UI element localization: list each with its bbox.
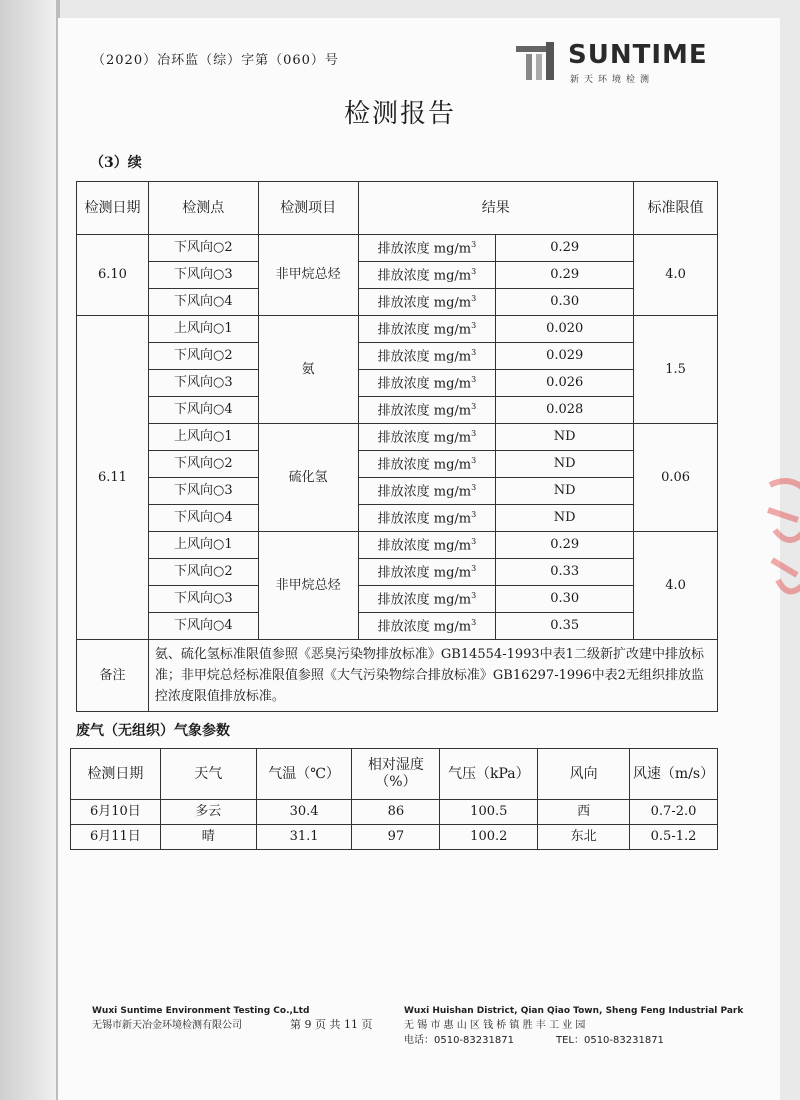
result-value: 0.35 xyxy=(496,613,634,640)
weather-cell: 6月10日 xyxy=(71,800,161,825)
weather-cell: 97 xyxy=(352,825,440,850)
weather-cell: 0.5-1.2 xyxy=(630,825,718,850)
test-item: 非甲烷总烃 xyxy=(258,532,358,640)
logo-chinese-text: 新天环境检测 xyxy=(570,75,655,85)
note-row xyxy=(77,640,718,712)
measure-unit-superscript: 3 xyxy=(471,509,477,519)
weather-cell: 100.5 xyxy=(440,800,538,825)
standard-limit: 0.06 xyxy=(634,424,718,532)
measure-unit-superscript: 3 xyxy=(471,401,477,411)
measure-unit-superscript: 3 xyxy=(471,239,477,249)
footer-company-cn: 无锡市新天冶金环境检测有限公司 xyxy=(92,1020,242,1031)
measure-text: 排放浓度 mg/m xyxy=(377,591,472,607)
sampling-point: 上风向○1 xyxy=(148,316,258,343)
weather-cell: 86 xyxy=(352,800,440,825)
weather-section-label: 废气（无组织）气象参数 xyxy=(76,723,230,739)
result-value: 0.020 xyxy=(496,316,634,343)
sampling-point: 下风向○3 xyxy=(148,370,258,397)
measure-label xyxy=(358,478,496,505)
measure-unit-superscript: 3 xyxy=(471,320,477,330)
weather-column-header: 相对湿度（%） xyxy=(352,749,440,800)
company-logo xyxy=(516,40,706,86)
result-value: 0.028 xyxy=(496,397,634,424)
table-row xyxy=(77,613,718,640)
measure-label xyxy=(358,613,496,640)
table-row xyxy=(77,289,718,316)
column-header: 检测项目 xyxy=(258,182,358,235)
column-header: 检测点 xyxy=(148,182,258,235)
sampling-point: 下风向○2 xyxy=(148,559,258,586)
section-label: （3）续 xyxy=(90,155,142,171)
measure-text: 排放浓度 mg/m xyxy=(377,402,472,418)
table-row xyxy=(77,343,718,370)
measure-unit-superscript: 3 xyxy=(471,428,477,438)
weather-row xyxy=(71,800,718,825)
measure-unit-superscript: 3 xyxy=(471,293,477,303)
table-row xyxy=(77,370,718,397)
measure-text: 排放浓度 mg/m xyxy=(377,240,472,256)
footer-phone xyxy=(404,1031,743,1046)
footer-company-en: Wuxi Suntime Environment Testing Co.,Ltd xyxy=(92,1006,310,1016)
sampling-point: 下风向○4 xyxy=(148,289,258,316)
sampling-point: 下风向○2 xyxy=(148,343,258,370)
measure-unit-superscript: 3 xyxy=(471,455,477,465)
page-title: 检测报告 xyxy=(343,99,456,129)
result-value: ND xyxy=(496,424,634,451)
sampling-point: 下风向○4 xyxy=(148,397,258,424)
measure-label xyxy=(358,451,496,478)
footer-address xyxy=(404,1006,743,1046)
measure-text: 排放浓度 mg/m xyxy=(377,456,472,472)
measure-text: 排放浓度 mg/m xyxy=(377,564,472,580)
result-value: 0.29 xyxy=(496,235,634,262)
measure-label xyxy=(358,316,496,343)
measure-unit-superscript: 3 xyxy=(471,536,477,546)
sampling-point: 上风向○1 xyxy=(148,532,258,559)
column-header: 检测日期 xyxy=(77,182,149,235)
result-value: 0.33 xyxy=(496,559,634,586)
sampling-point: 下风向○3 xyxy=(148,586,258,613)
footer-company xyxy=(92,1006,309,1031)
red-seal-stamp xyxy=(760,470,800,620)
sampling-point: 下风向○3 xyxy=(148,478,258,505)
table-row xyxy=(77,532,718,559)
measure-unit-superscript: 3 xyxy=(471,266,477,276)
seal-mark-icon xyxy=(760,470,800,620)
footer-page-number: 第 9 页 共 11 页 xyxy=(290,1018,373,1031)
measure-text: 排放浓度 mg/m xyxy=(377,267,472,283)
weather-cell: 6月11日 xyxy=(71,825,161,850)
measure-text: 排放浓度 mg/m xyxy=(377,483,472,499)
result-value: 0.026 xyxy=(496,370,634,397)
measure-text: 排放浓度 mg/m xyxy=(377,375,472,391)
table-row xyxy=(77,586,718,613)
note-label: 备注 xyxy=(77,640,149,712)
table-row xyxy=(77,478,718,505)
sampling-point: 下风向○2 xyxy=(148,451,258,478)
table-header-row xyxy=(77,182,718,235)
footer-phone-en: TEL：0510-83231871 xyxy=(555,1035,664,1046)
measure-label xyxy=(358,262,496,289)
result-value: 0.30 xyxy=(496,289,634,316)
table-row xyxy=(77,424,718,451)
weather-cell: 0.7-2.0 xyxy=(630,800,718,825)
measure-unit-superscript: 3 xyxy=(471,482,477,492)
result-value: ND xyxy=(496,451,634,478)
measure-label xyxy=(358,343,496,370)
measure-text: 排放浓度 mg/m xyxy=(377,348,472,364)
measure-text: 排放浓度 mg/m xyxy=(377,618,472,634)
standard-limit: 1.5 xyxy=(634,316,718,424)
measure-label xyxy=(358,370,496,397)
weather-cell: 31.1 xyxy=(256,825,352,850)
table-row xyxy=(77,559,718,586)
table-row xyxy=(77,262,718,289)
weather-column-header: 气温（℃） xyxy=(256,749,352,800)
result-value: ND xyxy=(496,505,634,532)
result-value: 0.029 xyxy=(496,343,634,370)
standard-limit: 4.0 xyxy=(634,532,718,640)
table-row xyxy=(77,397,718,424)
result-value: ND xyxy=(496,478,634,505)
weather-cell: 100.2 xyxy=(440,825,538,850)
measure-text: 排放浓度 mg/m xyxy=(377,510,472,526)
test-item: 非甲烷总烃 xyxy=(258,235,358,316)
footer-phone-cn: 电话：0510-83231871 xyxy=(404,1035,514,1046)
weather-table xyxy=(70,748,718,850)
measure-label xyxy=(358,586,496,613)
table-row xyxy=(77,235,718,262)
footer-address-en: Wuxi Huishan District, Qian Qiao Town, Sheng Feng Industrial Park xyxy=(404,1006,744,1016)
note-text: 氨、硫化氢标准限值参照《恶臭污染物排放标准》GB14554-1993中表1二级新扩改建中排放标准；非甲烷总烃标准限值参照《大气污染物综合排放标准》GB16297-1996中表2无组织排放监控浓度限值排放标准。 xyxy=(148,640,717,712)
binding-edge xyxy=(0,0,58,1100)
test-date: 6.10 xyxy=(77,235,149,316)
weather-column-header: 检测日期 xyxy=(71,749,161,800)
measure-label xyxy=(358,559,496,586)
weather-column-header: 风速（m/s） xyxy=(630,749,718,800)
report-reference-number: （2020）冶环监（综）字第（060）号 xyxy=(92,53,339,68)
test-item: 硫化氢 xyxy=(258,424,358,532)
weather-cell: 多云 xyxy=(160,800,256,825)
column-header: 标准限值 xyxy=(634,182,718,235)
weather-cell: 30.4 xyxy=(256,800,352,825)
measure-unit-superscript: 3 xyxy=(471,347,477,357)
column-header: 结果 xyxy=(358,182,634,235)
test-item: 氨 xyxy=(258,316,358,424)
sampling-point: 下风向○4 xyxy=(148,505,258,532)
sampling-point: 下风向○3 xyxy=(148,262,258,289)
measure-label xyxy=(358,424,496,451)
weather-column-header: 天气 xyxy=(160,749,256,800)
results-table xyxy=(76,181,718,712)
weather-column-header: 风向 xyxy=(538,749,630,800)
measure-label xyxy=(358,397,496,424)
weather-header-row xyxy=(71,749,718,800)
measure-text: 排放浓度 mg/m xyxy=(377,294,472,310)
weather-column-header: 气压（kPa） xyxy=(440,749,538,800)
measure-label xyxy=(358,532,496,559)
measure-label xyxy=(358,505,496,532)
table-row xyxy=(77,451,718,478)
sampling-point: 下风向○2 xyxy=(148,235,258,262)
weather-cell: 晴 xyxy=(160,825,256,850)
measure-text: 排放浓度 mg/m xyxy=(377,429,472,445)
result-value: 0.29 xyxy=(496,262,634,289)
standard-limit: 4.0 xyxy=(634,235,718,316)
weather-cell: 东北 xyxy=(538,825,630,850)
result-value: 0.29 xyxy=(496,532,634,559)
measure-unit-superscript: 3 xyxy=(471,563,477,573)
suntime-logo-icon xyxy=(516,42,560,82)
footer-address-cn: 无 锡 市 惠 山 区 钱 桥 镇 胜 丰 工 业 园 xyxy=(404,1020,586,1031)
test-date: 6.11 xyxy=(77,316,149,640)
weather-row xyxy=(71,825,718,850)
table-row xyxy=(77,505,718,532)
sampling-point: 上风向○1 xyxy=(148,424,258,451)
sampling-point: 下风向○4 xyxy=(148,613,258,640)
measure-unit-superscript: 3 xyxy=(471,617,477,627)
measure-unit-superscript: 3 xyxy=(471,374,477,384)
measure-text: 排放浓度 mg/m xyxy=(377,537,472,553)
measure-text: 排放浓度 mg/m xyxy=(377,321,472,337)
measure-label xyxy=(358,235,496,262)
logo-brand-text: SUNTIME xyxy=(568,40,708,70)
result-value: 0.30 xyxy=(496,586,634,613)
table-row xyxy=(77,316,718,343)
weather-cell: 西 xyxy=(538,800,630,825)
measure-label xyxy=(358,289,496,316)
measure-unit-superscript: 3 xyxy=(471,590,477,600)
